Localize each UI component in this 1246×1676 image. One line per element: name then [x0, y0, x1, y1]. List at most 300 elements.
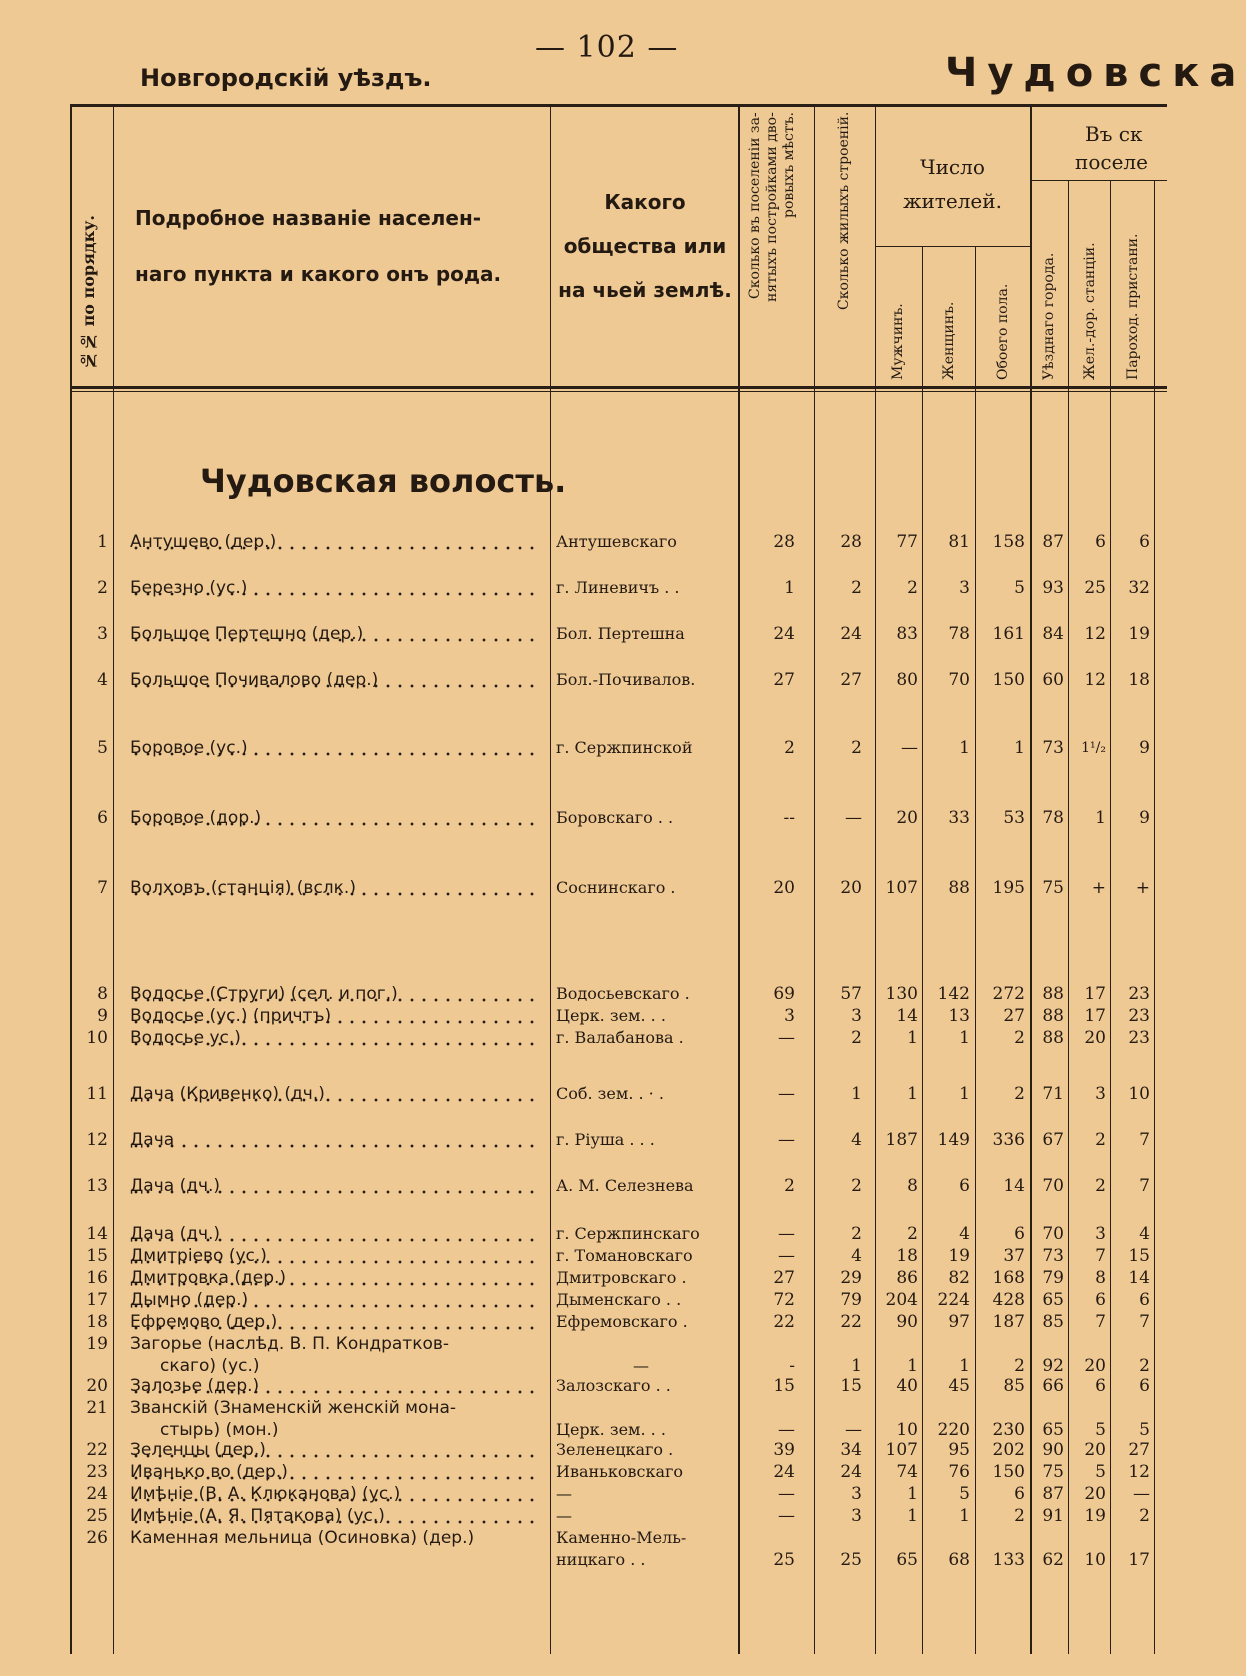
cell-yards: 72: [773, 1290, 795, 1310]
cell-town: 75: [1042, 1462, 1064, 1482]
cell-f: 76: [948, 1462, 970, 1482]
cell-m: 18: [896, 1246, 918, 1266]
cell-f: 1: [959, 1506, 970, 1526]
cell-m: 1: [907, 1484, 918, 1504]
place-name: Березно (ус.): [130, 578, 542, 598]
cell-pier: 10: [1128, 1084, 1150, 1104]
col-rule-pier: [1154, 180, 1155, 1654]
cell-rail: 12: [1084, 624, 1106, 644]
row-number: 18: [86, 1312, 108, 1332]
header-distance-rail: Жел.-дор. станціи.: [1082, 242, 1098, 380]
cell-town: 71: [1042, 1084, 1064, 1104]
cell-rail: 7: [1095, 1246, 1106, 1266]
cell-rail: 2: [1095, 1130, 1106, 1150]
cell-yards: -: [789, 1356, 795, 1376]
cell-t: 133: [992, 1550, 1025, 1570]
cell-town: 84: [1042, 624, 1064, 644]
society-name: г. Сержпинскаго: [556, 1224, 700, 1243]
cell-rail: 17: [1084, 1006, 1106, 1026]
cell-pier: 19: [1128, 624, 1150, 644]
row-number: 7: [97, 878, 108, 898]
cell-f: 1: [959, 1028, 970, 1048]
cell-f: 97: [948, 1312, 970, 1332]
place-name: Антушево (дер.): [130, 532, 542, 552]
cell-f: 13: [948, 1006, 970, 1026]
cell-bld: 3: [851, 1484, 862, 1504]
place-name: Званскій (Знаменскій женскій мона-: [130, 1398, 457, 1418]
society-name: Ефремовскаго .: [556, 1312, 688, 1331]
cell-t: 158: [992, 532, 1025, 552]
inhabitants-subrule: [875, 246, 1030, 247]
cell-f: 19: [948, 1246, 970, 1266]
cell-bld: 4: [851, 1130, 862, 1150]
cell-yards: —: [778, 1506, 795, 1526]
row-number: 21: [86, 1398, 108, 1418]
cell-t: 202: [992, 1440, 1025, 1460]
cell-bld: 29: [840, 1268, 862, 1288]
cell-yards: 22: [773, 1312, 795, 1332]
place-name: Боровое (дор.): [130, 808, 542, 828]
row-number: 13: [86, 1176, 108, 1196]
society-name: Соснинскаго .: [556, 878, 676, 897]
cell-pier: 12: [1128, 1462, 1150, 1482]
cell-f: 45: [948, 1376, 970, 1396]
header-yards-line-1: Сколько въ поселеніи за-: [747, 112, 763, 299]
distance-subrule: [1030, 180, 1167, 181]
cell-bld: 1: [851, 1084, 862, 1104]
society-name: Боровскаго . .: [556, 808, 674, 827]
cell-t: 2: [1014, 1506, 1025, 1526]
cell-rail: 3: [1095, 1084, 1106, 1104]
header-inhabitants: [875, 150, 1030, 218]
cell-rail: 5: [1095, 1462, 1106, 1482]
society-name: Дмитровскаго .: [556, 1268, 687, 1287]
cell-t: 14: [1003, 1176, 1025, 1196]
society-name: Церк. зем. . .: [556, 1006, 666, 1025]
place-name-continued: стырь) (мон.): [160, 1420, 279, 1440]
cell-bld: 79: [840, 1290, 862, 1310]
place-name: Зеленцы (дер.): [130, 1440, 542, 1460]
cell-yards: 39: [773, 1440, 795, 1460]
row-number: 8: [97, 984, 108, 1004]
cell-bld: 25: [840, 1550, 862, 1570]
cell-yards: 27: [773, 1268, 795, 1288]
cell-yards: 15: [773, 1376, 795, 1396]
cell-t: 53: [1003, 808, 1025, 828]
cell-pier: 2: [1139, 1506, 1150, 1526]
cell-rail: +: [1091, 878, 1106, 898]
cell-bld: 20: [840, 878, 862, 898]
cell-yards: 28: [773, 532, 795, 552]
header-top-rule: [70, 104, 1167, 107]
cell-town: 88: [1042, 1028, 1064, 1048]
cell-t: 187: [992, 1312, 1025, 1332]
cell-t: 1: [1014, 738, 1025, 758]
cell-t: 5: [1014, 578, 1025, 598]
cell-yards: 2: [784, 1176, 795, 1196]
cell-bld: 1: [851, 1356, 862, 1376]
cell-town: 73: [1042, 1246, 1064, 1266]
place-name: Загорье (наслѣд. В. П. Кондратков-: [130, 1334, 450, 1354]
cell-rail: 3: [1095, 1224, 1106, 1244]
cell-t: 150: [992, 1462, 1025, 1482]
cell-town: 60: [1042, 670, 1064, 690]
cell-pier: 17: [1128, 1550, 1150, 1570]
volost-section-title: Чудовская волость.: [200, 462, 567, 500]
cell-town: 66: [1042, 1376, 1064, 1396]
row-number: 17: [86, 1290, 108, 1310]
row-number: 12: [86, 1130, 108, 1150]
society-name-continued: ницкаго . .: [556, 1550, 646, 1569]
cell-pier: +: [1135, 878, 1150, 898]
cell-m: 1: [907, 1356, 918, 1376]
row-number: 23: [86, 1462, 108, 1482]
cell-t: 2: [1014, 1028, 1025, 1048]
cell-f: 5: [959, 1484, 970, 1504]
cell-town: 87: [1042, 532, 1064, 552]
header-women: Женщинъ.: [941, 301, 957, 380]
col-rule-left: [70, 104, 72, 1654]
cell-town: 85: [1042, 1312, 1064, 1332]
header-distance-town: Уѣзднаго города.: [1041, 252, 1057, 380]
cell-m: 2: [907, 578, 918, 598]
place-name: Каменная мельница (Осиновка) (дер.): [130, 1528, 475, 1548]
cell-f: 78: [948, 624, 970, 644]
volost-running-head: Чудовска: [945, 50, 1246, 96]
cell-bld: —: [845, 1420, 862, 1440]
cell-m: 83: [896, 624, 918, 644]
cell-m: 1: [907, 1506, 918, 1526]
row-number: 20: [86, 1376, 108, 1396]
cell-m: 90: [896, 1312, 918, 1332]
cell-town: 65: [1042, 1290, 1064, 1310]
cell-t: 272: [992, 984, 1025, 1004]
header-distance-pier: Пароход. пристани.: [1125, 233, 1141, 380]
cell-yards: 69: [773, 984, 795, 1004]
header-order: №№ по порядку.: [79, 215, 98, 370]
header-name: [135, 190, 535, 302]
cell-rail: 2: [1095, 1176, 1106, 1196]
cell-yards: 20: [773, 878, 795, 898]
cell-m: 8: [907, 1176, 918, 1196]
row-number: 16: [86, 1268, 108, 1288]
cell-pier: 23: [1128, 1006, 1150, 1026]
cell-yards: 25: [773, 1550, 795, 1570]
cell-yards: --: [783, 808, 795, 828]
cell-rail: 5: [1095, 1420, 1106, 1440]
society-name: г. Линевичъ . .: [556, 578, 680, 597]
society-name: Соб. зем. . · .: [556, 1084, 664, 1103]
cell-t: 6: [1014, 1484, 1025, 1504]
cell-m: 107: [885, 878, 918, 898]
row-number: 14: [86, 1224, 108, 1244]
society-name: г. Валабанова .: [556, 1028, 684, 1047]
row-number: 15: [86, 1246, 108, 1266]
cell-pier: 7: [1139, 1312, 1150, 1332]
place-name: Имѣніе (А. Я. Пятакова) (ус.): [130, 1506, 542, 1526]
society-name: Антушевскаго: [556, 532, 677, 551]
place-name: Дача (дч.): [130, 1176, 542, 1196]
cell-rail: 17: [1084, 984, 1106, 1004]
cell-f: 81: [948, 532, 970, 552]
society-name: Зеленецкаго .: [556, 1440, 674, 1459]
cell-t: 150: [992, 670, 1025, 690]
cell-yards: —: [778, 1130, 795, 1150]
cell-t: 6: [1014, 1224, 1025, 1244]
cell-m: 204: [885, 1290, 918, 1310]
cell-f: 4: [959, 1224, 970, 1244]
cell-town: 78: [1042, 808, 1064, 828]
cell-town: 65: [1042, 1420, 1064, 1440]
cell-town: 62: [1042, 1550, 1064, 1570]
header-distance-line-2: поселе: [1075, 150, 1148, 174]
cell-t: 230: [992, 1420, 1025, 1440]
cell-bld: —: [845, 808, 862, 828]
cell-rail: 20: [1084, 1440, 1106, 1460]
cell-m: 40: [896, 1376, 918, 1396]
cell-yards: —: [778, 1484, 795, 1504]
cell-f: 70: [948, 670, 970, 690]
cell-t: 428: [992, 1290, 1025, 1310]
society-name: —: [556, 1506, 572, 1525]
cell-m: 65: [896, 1550, 918, 1570]
cell-bld: 24: [840, 1462, 862, 1482]
cell-f: 1: [959, 738, 970, 758]
place-name: Дача (Кривенко) (дч.): [130, 1084, 542, 1104]
cell-t: 168: [992, 1268, 1025, 1288]
cell-m: —: [901, 738, 918, 758]
cell-f: 1: [959, 1356, 970, 1376]
header-bottom-rule: [70, 386, 1167, 389]
cell-m: 86: [896, 1268, 918, 1288]
cell-yards: 3: [784, 1006, 795, 1026]
cell-t: 85: [1003, 1376, 1025, 1396]
place-name-continued: скаго) (ус.): [160, 1356, 260, 1376]
cell-pier: 27: [1128, 1440, 1150, 1460]
society-name: Залозскаго . .: [556, 1376, 671, 1395]
cell-pier: 6: [1139, 532, 1150, 552]
cell-rail: 19: [1084, 1506, 1106, 1526]
society-name: А. М. Селезнева: [556, 1176, 694, 1195]
cell-bld: 22: [840, 1312, 862, 1332]
cell-f: 33: [948, 808, 970, 828]
cell-town: 67: [1042, 1130, 1064, 1150]
cell-t: 2: [1014, 1084, 1025, 1104]
header-yards: [747, 112, 798, 380]
row-number: 1: [97, 532, 108, 552]
cell-pier: 9: [1139, 808, 1150, 828]
col-rule-name: [550, 104, 551, 1654]
place-name: Большое Почивалово (дер.): [130, 670, 542, 690]
cell-rail: 20: [1084, 1028, 1106, 1048]
place-name: Водосье (ус.) (причтъ): [130, 1006, 542, 1026]
cell-pier: 6: [1139, 1290, 1150, 1310]
cell-m: 77: [896, 532, 918, 552]
place-name: Дача (дч.): [130, 1224, 542, 1244]
society-name-continued: —: [633, 1356, 649, 1375]
society-name: Дыменскаго . .: [556, 1290, 682, 1309]
cell-pier: 14: [1128, 1268, 1150, 1288]
cell-town: 93: [1042, 578, 1064, 598]
cell-rail: 6: [1095, 1290, 1106, 1310]
cell-m: 187: [885, 1130, 918, 1150]
cell-t: 195: [992, 878, 1025, 898]
header-men: Мужчинъ.: [890, 303, 906, 380]
row-number: 26: [86, 1528, 108, 1548]
cell-f: 68: [948, 1550, 970, 1570]
cell-yards: 27: [773, 670, 795, 690]
header-society: [555, 180, 735, 312]
cell-rail: 1: [1095, 808, 1106, 828]
cell-bld: 15: [840, 1376, 862, 1396]
cell-yards: —: [778, 1028, 795, 1048]
cell-rail: 8: [1095, 1268, 1106, 1288]
cell-t: 27: [1003, 1006, 1025, 1026]
society-name: Водосьевскаго .: [556, 984, 690, 1003]
cell-town: 91: [1042, 1506, 1064, 1526]
cell-pier: 5: [1139, 1420, 1150, 1440]
cell-pier: —: [1133, 1484, 1150, 1504]
cell-m: 14: [896, 1006, 918, 1026]
row-number: 10: [86, 1028, 108, 1048]
cell-yards: —: [778, 1420, 795, 1440]
cell-bld: 2: [851, 1224, 862, 1244]
cell-m: 20: [896, 808, 918, 828]
cell-pier: 7: [1139, 1176, 1150, 1196]
cell-town: 88: [1042, 1006, 1064, 1026]
cell-town: 88: [1042, 984, 1064, 1004]
cell-bld: 3: [851, 1006, 862, 1026]
place-name: Водосье (Струги) (сел. и пог.): [130, 984, 542, 1004]
row-number: 24: [86, 1484, 108, 1504]
cell-pier: 23: [1128, 1028, 1150, 1048]
cell-yards: 1: [784, 578, 795, 598]
place-name: Большое Пертешно (дер.): [130, 624, 542, 644]
cell-pier: 6: [1139, 1376, 1150, 1396]
header-distance-line-1: Въ ск: [1085, 122, 1143, 146]
cell-rail: 6: [1095, 532, 1106, 552]
cell-f: 82: [948, 1268, 970, 1288]
cell-bld: 27: [840, 670, 862, 690]
page-number: — 102 —: [535, 30, 679, 65]
header-buildings: Сколько жилыхъ строеній.: [836, 112, 852, 311]
cell-rail: 20: [1084, 1484, 1106, 1504]
cell-pier: 9: [1139, 738, 1150, 758]
society-name: —: [556, 1484, 572, 1503]
col-rule-order: [113, 104, 114, 1654]
place-name: Ефремово (дер.): [130, 1312, 542, 1332]
cell-f: 220: [937, 1420, 970, 1440]
cell-town: 79: [1042, 1268, 1064, 1288]
header-inhabitants-line-1: Число: [920, 155, 985, 179]
cell-rail: 7: [1095, 1312, 1106, 1332]
cell-f: 1: [959, 1084, 970, 1104]
cell-rail: 20: [1084, 1356, 1106, 1376]
place-name: Дача: [130, 1130, 542, 1150]
row-number: 25: [86, 1506, 108, 1526]
row-number: 2: [97, 578, 108, 598]
cell-t: 336: [992, 1130, 1025, 1150]
row-number: 22: [86, 1440, 108, 1460]
cell-f: 95: [948, 1440, 970, 1460]
place-name: Залозье (дер.): [130, 1376, 542, 1396]
society-name: Бол.-Почивалов.: [556, 670, 696, 689]
place-name: Имѣніе (В. А. Клюканова) (ус.): [130, 1484, 542, 1504]
society-name: г. Ріуша . . .: [556, 1130, 655, 1149]
cell-bld: 2: [851, 1176, 862, 1196]
cell-f: 88: [948, 878, 970, 898]
cell-bld: 28: [840, 532, 862, 552]
cell-bld: 2: [851, 578, 862, 598]
row-number: 3: [97, 624, 108, 644]
cell-rail: 10: [1084, 1550, 1106, 1570]
cell-pier: 18: [1128, 670, 1150, 690]
header-yards-line-3: ровыхъ мѣстъ.: [781, 112, 797, 218]
cell-pier: 4: [1139, 1224, 1150, 1244]
cell-f: 142: [937, 984, 970, 1004]
cell-m: 80: [896, 670, 918, 690]
place-name: Дымно (дер.): [130, 1290, 542, 1310]
header-both: Обоего пола.: [995, 283, 1011, 380]
header-inhabitants-line-2: жителей.: [903, 189, 1002, 213]
cell-bld: 2: [851, 738, 862, 758]
row-number: 4: [97, 670, 108, 690]
place-name: Иванько во (дер.): [130, 1462, 542, 1482]
cell-pier: 32: [1128, 578, 1150, 598]
district-title: Новгородскій уѣздъ.: [140, 64, 432, 92]
cell-town: 70: [1042, 1224, 1064, 1244]
cell-rail: 1¹/₂: [1081, 740, 1106, 756]
society-name: г. Томановскаго: [556, 1246, 693, 1265]
cell-pier: 23: [1128, 984, 1150, 1004]
cell-pier: 2: [1139, 1356, 1150, 1376]
cell-rail: 6: [1095, 1376, 1106, 1396]
cell-yards: 24: [773, 624, 795, 644]
place-name: Боровое (ус.): [130, 738, 542, 758]
cell-town: 87: [1042, 1484, 1064, 1504]
cell-t: 161: [992, 624, 1025, 644]
cell-rail: 12: [1084, 670, 1106, 690]
place-name: Водосье ус.): [130, 1028, 542, 1048]
cell-town: 73: [1042, 738, 1064, 758]
header-yards-line-2: нятыхъ постройками дво-: [764, 112, 780, 302]
cell-yards: 24: [773, 1462, 795, 1482]
cell-town: 90: [1042, 1440, 1064, 1460]
row-number: 9: [97, 1006, 108, 1026]
cell-m: 74: [896, 1462, 918, 1482]
place-name: Дмитріево (ус.): [130, 1246, 542, 1266]
header-society-line-3: на чьей землѣ.: [558, 278, 732, 302]
cell-bld: 4: [851, 1246, 862, 1266]
cell-bld: 34: [840, 1440, 862, 1460]
header-society-line-2: общества или: [563, 234, 727, 258]
cell-bld: 3: [851, 1506, 862, 1526]
cell-town: 70: [1042, 1176, 1064, 1196]
cell-bld: 2: [851, 1028, 862, 1048]
cell-town: 75: [1042, 878, 1064, 898]
cell-bld: 24: [840, 624, 862, 644]
place-name: Волховъ (станція) (вслк.): [130, 878, 542, 898]
row-number: 11: [86, 1084, 108, 1104]
header-society-line-1: Какого: [604, 190, 686, 214]
cell-yards: 2: [784, 738, 795, 758]
cell-m: 1: [907, 1084, 918, 1104]
cell-bld: 57: [840, 984, 862, 1004]
header-distance-group: [1075, 120, 1167, 176]
header-name-line-2: наго пункта и какого онъ рода.: [135, 262, 502, 286]
cell-yards: —: [778, 1224, 795, 1244]
society-name: Каменно-Мель-: [556, 1528, 687, 1547]
